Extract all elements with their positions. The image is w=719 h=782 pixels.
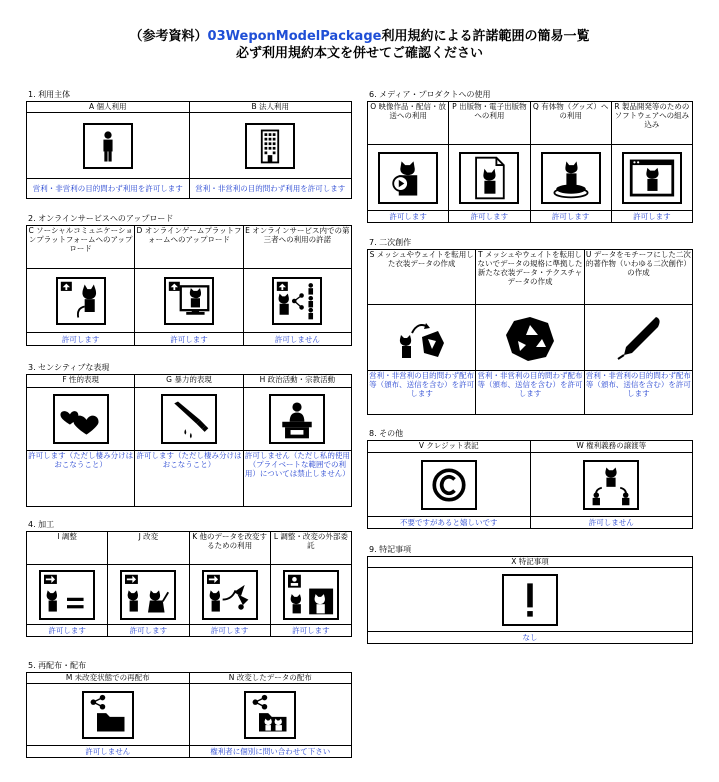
section-heading: 4. 加工 [28,520,55,529]
item-label-h: H 政治活動・宗教活動 [243,375,351,388]
item-label-a: A 個人利用 [27,102,190,113]
item-label-o: O 映像作品・配信・放送への利用 [368,102,449,145]
item-status-e: 許可しません [243,333,351,346]
item-status-j: 許可します [108,625,189,637]
item-label-q: Q 有体物（グッズ）への利用 [530,102,611,145]
section-heading: 5. 再配布・配布 [28,661,87,670]
section-heading: 9. 特記事項 [369,545,412,554]
exclamation-icon [502,574,558,626]
section-heading: 3. センシティブな表現 [28,363,110,372]
section-special-notes [367,545,693,644]
section-usage-subject [26,90,352,199]
item-status-x: なし [368,632,693,644]
section-heading: 1. 利用主体 [28,90,71,99]
person-icon [83,123,133,169]
transfer-rights-icon [583,460,639,510]
item-status-g: 許可します（ただし棲み分けはおこなうこと） [135,451,243,507]
new-outfit-icon [502,313,558,363]
section-sensitive-expression [26,363,352,507]
item-label-p: P 出版物・電子出版物への利用 [449,102,530,145]
section-heading: 7. 二次創作 [369,238,412,247]
item-label-d: D オンラインゲームプラットフォームへのアップロード [135,226,243,269]
item-label-j: J 改変 [108,532,189,565]
item-label-i: I 調整 [27,532,108,565]
item-status-c: 許可します [27,333,135,346]
item-label-v: V クレジット表記 [368,441,531,453]
item-status-r: 許可します [611,211,692,223]
copyright-icon [421,460,477,510]
item-label-f: F 性的表現 [27,375,135,388]
item-label-g: G 暴力的表現 [135,375,243,388]
item-label-b: B 法人利用 [189,102,352,113]
share-third-party-icon [272,277,322,325]
item-label-x: X 特記事項 [368,557,693,568]
item-label-u: U データをモチーフにした二次的著作物（いわゆる二次創作）の作成 [584,250,692,305]
goods-icon [541,152,601,204]
item-status-b: 営利・非営利の目的問わず利用を許可します [189,179,352,199]
use-other-icon [202,570,258,620]
section-redistribution [26,661,352,758]
redistribute-icon [82,691,134,739]
video-icon [378,152,438,204]
item-label-s: S メッシュやウェイトを転用した衣装データの作成 [368,250,476,305]
document-title [0,28,719,62]
item-status-w: 許可しません [530,517,693,529]
upload-game-icon [164,277,214,325]
item-label-n: N 改変したデータの配布 [189,673,352,684]
title-package-name: 03WeponModelPackage [207,29,382,44]
hearts-icon [53,394,109,444]
item-label-c: C ソーシャルコミュニケーションプラットフォームへのアップロード [27,226,135,269]
item-status-m: 許可しません [27,746,190,758]
item-label-l: L 調整・改変の外部委託 [270,532,351,565]
item-status-o: 許可します [368,211,449,223]
item-status-s: 営利・非営利の目的問わず配布等（頒布、送信を含む）を許可します [368,371,476,415]
adjust-icon [39,570,95,620]
outsource-icon [283,570,339,620]
software-icon [622,152,682,204]
item-status-k: 許可します [189,625,270,637]
item-status-p: 許可します [449,211,530,223]
item-status-u: 営利・非営利の目的問わず配布等（頒布、送信を含む）を許可します [584,371,692,415]
section-online-upload [26,214,352,346]
item-label-e: E オンラインサービス内での第三者への利用の許諾 [243,226,351,269]
section-heading: 2. オンラインサービスへのアップロード [28,214,174,223]
mesh-transfer-icon [394,313,450,363]
item-label-t: T メッシュやウェイトを転用しないでデータの規格に準拠した新たな衣装データ・テクスチャデータの作成 [476,250,584,305]
distribute-modified-icon [244,691,296,739]
item-label-k: K 他のデータを改変するための利用 [189,532,270,565]
item-label-w: W 権利義務の譲渡等 [530,441,693,453]
section-processing [26,520,352,637]
item-status-t: 営利・非営利の目的問わず配布等（頒布、送信を含む）を許可します [476,371,584,415]
podium-icon [269,394,325,444]
title-line-1 [0,28,719,45]
title-suffix: 利用規約による許諾範囲の簡易一覧 [381,29,590,44]
publication-icon [459,152,519,204]
title-line-2: 必ず利用規約本文を併せてご確認ください [235,46,483,61]
section-derivative-works [367,238,693,415]
section-heading: 6. メディア・プロダクトへの使用 [369,90,491,99]
item-status-f: 許可します（ただし棲み分けはおこなうこと） [27,451,135,507]
item-status-q: 許可します [530,211,611,223]
item-status-n: 権利者に個別に問い合わせて下さい [189,746,352,758]
item-status-d: 許可します [135,333,243,346]
item-label-r: R 製品開発等のためのソフトウェアへの組み込み [611,102,692,145]
title-prefix: （参考資料） [129,29,208,44]
item-status-i: 許可します [27,625,108,637]
section-heading: 8. その他 [369,429,404,438]
pen-icon [610,313,666,363]
item-status-l: 許可します [270,625,351,637]
modify-icon [120,570,176,620]
section-media-products [367,90,693,223]
building-icon [245,123,295,169]
upload-social-icon [56,277,106,325]
item-status-v: 不要ですがあると嬉しいです [368,517,531,529]
item-status-a: 営利・非営利の目的問わず利用を許可します [27,179,190,199]
item-status-h: 許可しません（ただし私的使用（プライベートな範囲での利用）については禁止しません） [243,451,351,507]
item-label-m: M 未改変状態での再配布 [27,673,190,684]
knife-icon [161,394,217,444]
section-other [367,429,693,529]
